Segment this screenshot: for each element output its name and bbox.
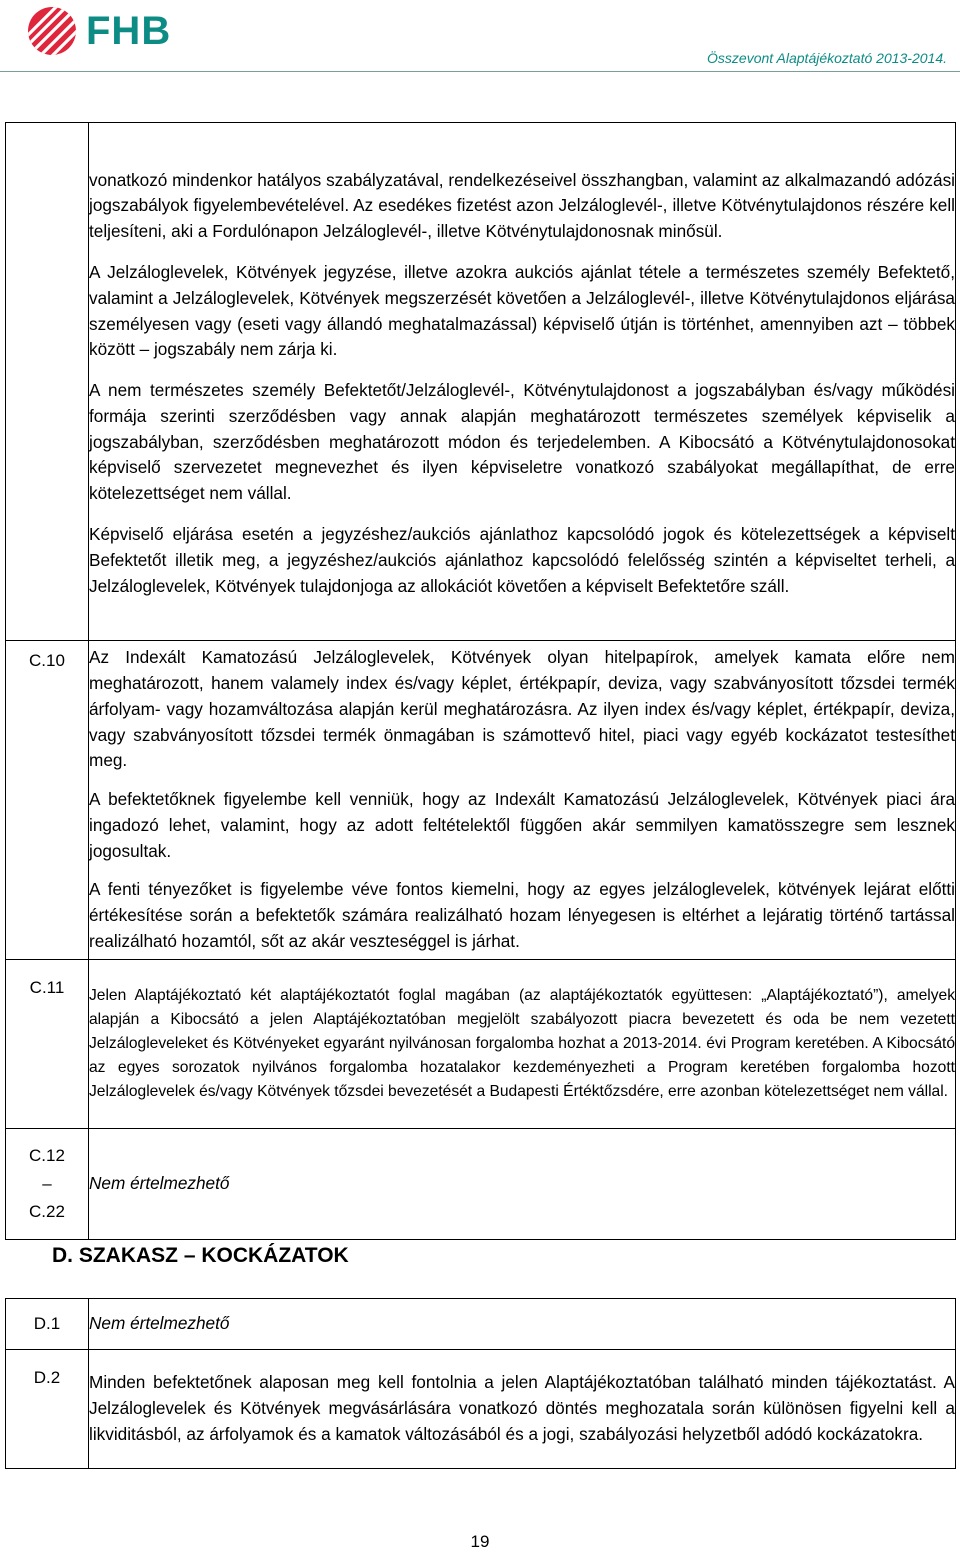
row-content — [89, 960, 956, 1129]
label-line: C.22 — [29, 1202, 65, 1221]
paragraph: A nem természetes személy Befektetőt/Jelzáloglevél-, Kötvénytulajdonost a jogszabályban és/vagy működési formája szerinti szerződésben vagy annak alapján meghatározott természetes személyek képviselik a jogszabályban, szerződésben meghatározott módon és terjedelemben. A Kibocsátó a Kötvénytulajdonosokat képviselő szervezetet megnevezhet és ilyen képviseletre vonatkozó szabályokat megállapíthat, de erre kötelezettséget nem vállal. — [89, 380, 955, 504]
table-row — [6, 1129, 956, 1240]
row-label-empty — [6, 123, 89, 641]
page-number: 19 — [470, 1532, 490, 1551]
table-row — [6, 1299, 956, 1350]
row-label: D.2 — [6, 1350, 89, 1469]
label-line: C.12 — [29, 1146, 65, 1165]
table-row — [6, 123, 956, 641]
paragraph: A befektetőknek figyelembe kell venniük, hogy az Indexált Kamatozású Jelzáloglevelek, Kötvények piaci ára ingadozó lehet, valamint, hogy az adott feltételektől függően akár semmilyen kamatösszegre sem lesznek jogosultak. — [89, 789, 955, 861]
paragraph: A Jelzáloglevelek, Kötvények jegyzése, illetve azokra aukciós ajánlat tétele a természetes személy Befektető, valamint a Jelzáloglevelek, Kötvények megszerzését követően a Jelzáloglevél-, illetve Kötvénytulajdonos eljárása személyesen vagy (eseti vagy állandó meghatalmazással) képviselő útján is történhet, amennyiben azt – többek között – jogszabály nem zárja ki. — [89, 261, 955, 360]
document-title: Összevont Alaptájékoztató 2013-2014. — [707, 50, 947, 66]
company-logo — [27, 6, 171, 56]
section-c-table — [5, 122, 956, 1240]
label-line: – — [42, 1174, 52, 1193]
paragraph: Jelen Alaptájékoztató két alaptájékoztatót foglal magában (az alaptájékoztatók együttesen: „Alaptájékoztató”), amelyek alapján a Kibocsátó a jelen Alaptájékoztatóban megjelölt szabályozott piacra bevezetett és oda be nem vezetett Jelzálogleveleket és Kötvényeket egyaránt nyilvánosan forgalomba hozhat a 2013-2014. évi Program keretében. A Kibocsátó az egyes sorozatok nyilvános forgalomba hozatalakor kezdeményezheti a Program keretében forgalomba hozott Jelzáloglevelek és/vagy Kötvények tőzsdei bevezetését a Budapesti Értéktőzsdére, erre azonban kötelezettséget nem vállal. — [89, 987, 955, 1100]
paragraph: vonatkozó mindenkor hatályos szabályzatával, rendelkezéseivel összhangban, valamint az alkalmazandó adózási jogszabályok figyelembevételével. Az esedékes fizetést azon Jelzáloglevél-, illetve Kötvénytulajdonos részére kell teljesíteni, aki a Fordulónapon Jelzáloglevél-, illetve Kötvénytulajdonosnak minősül. — [89, 169, 955, 242]
row-content — [89, 641, 956, 960]
row-label: C.10 — [6, 641, 89, 960]
table-row — [6, 641, 956, 960]
paragraph: Képviselő eljárása esetén a jegyzéshez/aukciós ajánlathoz kapcsolódó jogok és kötelezettségek a képviselt Befektetőt illetik meg, a jegyzéshez/aukciós ajánlathoz kapcsolódó felelősség szintén a képviseltet terheli, a Jelzáloglevelek, Kötvények tulajdonjoga az allokációt követően a képviselt Befektetőre száll. — [89, 524, 955, 596]
section-heading: D. SZAKASZ – KOCKÁZATOK — [52, 1244, 349, 1267]
paragraph: Az Indexált Kamatozású Jelzáloglevelek, Kötvények olyan hitelpapírok, amelyek kamata előre nem meghatározott, hanem valamely index és/vagy képlet, értékpapír, deviza, vagy szabványosított tőzsdei termék árfolyam- vagy hozamváltozása alapján kerül meghatározásra. Az ilyen index és/vagy képlet, értékpapír, deviza, vagy szabványosított tőzsdei termék önmagában is számottevő hitel, piaci vagy egyéb kockázatot testesíthet meg. — [89, 647, 955, 771]
section-d-table — [5, 1298, 956, 1469]
fhb-logo-icon — [27, 6, 77, 56]
table-row — [6, 960, 956, 1129]
paragraph: Minden befektetőnek alaposan meg kell fontolnia a jelen Alaptájékoztatóban található minden tájékoztatást. A Jelzáloglevelek és Kötvények megvásárlására vonatkozó döntés meghozatala során különösen figyelni kell a likviditásból, az árfolyamok és a kamatok változásából és a jogi, szabályozási helyzetből adódó kockázatokra. — [89, 1372, 955, 1444]
row-content — [89, 1299, 956, 1350]
not-applicable-text: Nem értelmezhető — [89, 1173, 230, 1194]
row-content — [89, 1350, 956, 1469]
row-content — [89, 1129, 956, 1240]
table-row — [6, 1350, 956, 1469]
header-divider — [0, 71, 960, 72]
row-label: C.11 — [6, 960, 89, 1129]
not-applicable-text: Nem értelmezhető — [89, 1313, 230, 1334]
paragraph: A fenti tényezőket is figyelembe véve fontos kiemelni, hogy az egyes jelzáloglevelek, kötvények lejárat előtti értékesítése során a befektetők számára realizálható hozam lényegesen is eltérhet a lejáratig történő tartással realizálható hozamtól, sőt az akár veszteséggel is járhat. — [89, 879, 955, 952]
brand-name: FHB — [86, 9, 172, 53]
row-label: D.1 — [6, 1299, 89, 1350]
row-content — [89, 123, 956, 641]
row-label-range — [6, 1129, 89, 1240]
